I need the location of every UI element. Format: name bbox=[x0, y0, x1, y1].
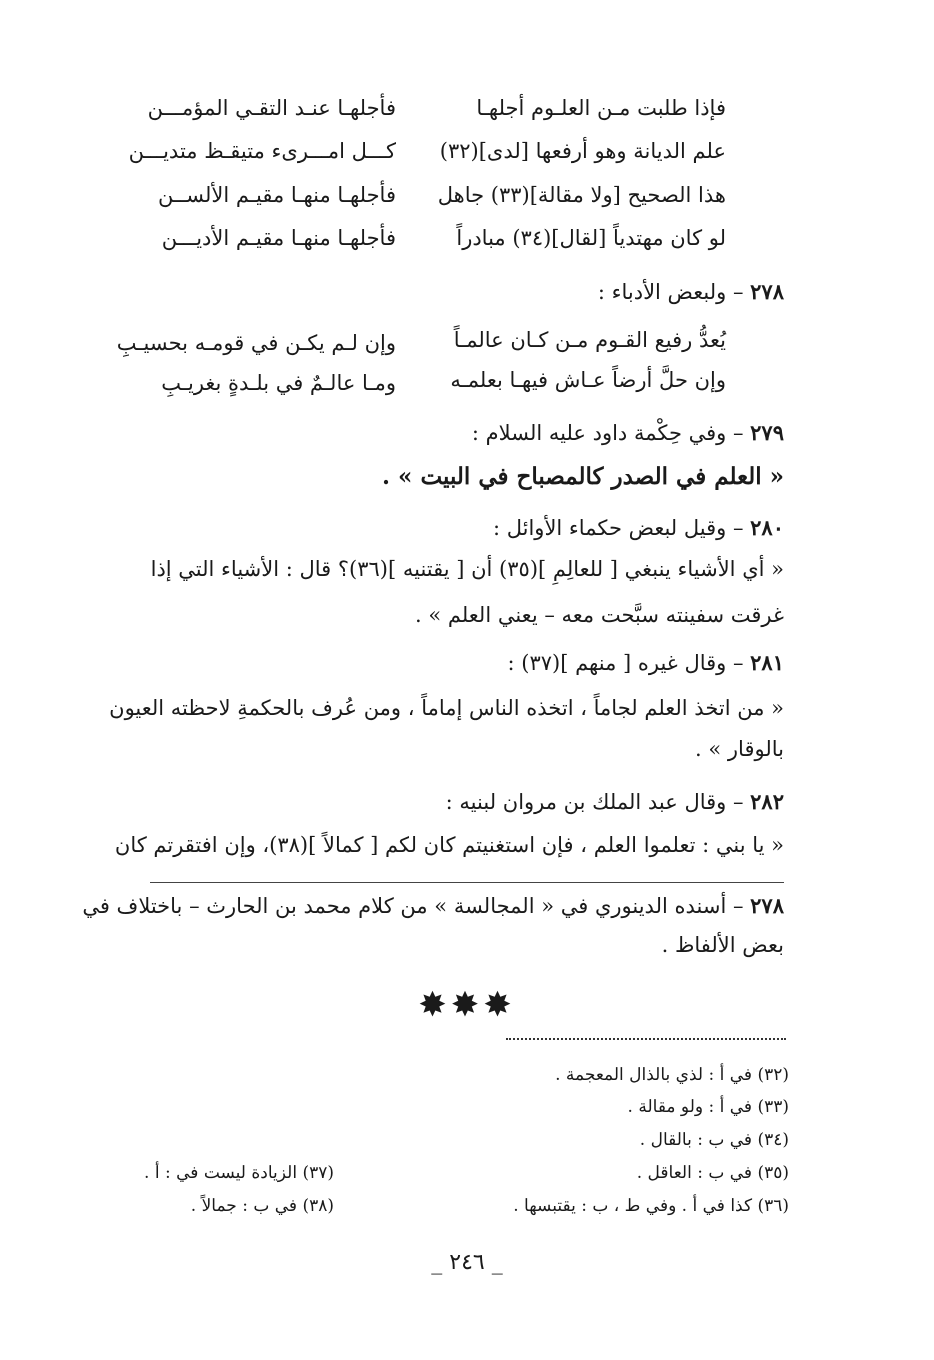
footnote-37: (٣٧) الزيادة ليست في : أ . bbox=[144, 1163, 334, 1183]
verse-5-right: يُعدُّ رفيع القـوم مـن كـان عالمـاً bbox=[453, 328, 726, 352]
footnote-32: (٣٢) في أ : لذي بالذال المعجمة . bbox=[555, 1065, 789, 1085]
verse-4-left: فأجلهـا منهـا مقيـم الأديـــن bbox=[161, 226, 396, 250]
paragraph-280-heading bbox=[493, 515, 784, 540]
note-278-line-1 bbox=[82, 893, 784, 918]
footnote-34: (٣٤) في ب : بالقال . bbox=[639, 1130, 789, 1150]
paragraph-number: ٢٧٩ bbox=[750, 420, 784, 445]
verse-2-right: علم الديانة وهو أرفعها [لدى](٣٢) bbox=[439, 139, 726, 163]
quote-282-line-1: « يا بني : تعلموا العلم ، فإن استغنيتم كان لكم [ كمالاً ](٣٨)، وإن افتقرتم كان bbox=[114, 833, 784, 857]
paragraph-text: – وقال عبد الملك بن مروان لبنيه : bbox=[445, 790, 744, 814]
paragraph-282-heading bbox=[446, 789, 784, 814]
paragraph-text: – وقيل لبعض حكماء الأوائل : bbox=[492, 516, 744, 540]
verse-1-right: فإذا طلبت مـن العلـوم أجلهـا bbox=[476, 96, 726, 120]
paragraph-text: – ولبعض الأدباء : bbox=[597, 280, 744, 304]
footnote-38: (٣٨) في ب : جمالاً . bbox=[190, 1196, 334, 1216]
footnote-33: (٣٣) في أ : ولو مقالة . bbox=[627, 1097, 789, 1117]
paragraph-281-heading bbox=[508, 650, 785, 675]
quote-281-line-2: بالوقار » . bbox=[695, 737, 784, 761]
verse-5-left: وإن لـم يكـن في قومـه بحسيـبِ bbox=[116, 331, 396, 355]
page-number: _ ٢٤٦ _ bbox=[431, 1250, 503, 1275]
divider bbox=[150, 882, 784, 883]
verse-2-left: كـــل امـــرىء متيقـظ متديـــن bbox=[128, 139, 396, 163]
paragraph-text: – وفي حِكْمة داود عليه السلام : bbox=[471, 421, 744, 445]
paragraph-279-heading bbox=[472, 420, 784, 445]
quote-280-line-1: « أي الأشياء ينبغي [ للعالِمِ ](٣٥) أن [ يقتنيه ](٣٦)؟ قال : الأشياء التي إذا bbox=[150, 557, 784, 581]
section-ornament: ✸✸✸ bbox=[418, 985, 516, 1025]
paragraph-number: ٢٧٨ bbox=[750, 279, 784, 304]
paragraph-text: – وقال غيره [ منهم ](٣٧) : bbox=[507, 651, 744, 675]
paragraph-number: ٢٨٢ bbox=[750, 789, 784, 814]
footnote-separator bbox=[506, 1038, 786, 1040]
paragraph-number: ٢٨٠ bbox=[750, 515, 784, 540]
note-number: ٢٧٨ bbox=[750, 893, 784, 918]
note-278-line-2: بعض الألفاظ . bbox=[661, 933, 784, 957]
verse-4-right: لو كان مهتدياً [لقال](٣٤) مبادراً bbox=[456, 226, 726, 250]
paragraph-278-heading bbox=[598, 279, 784, 304]
verse-3-left: فأجلهـا منهـا مقيـم الألســن bbox=[157, 183, 396, 207]
quote-280-line-2: غرقت سفينته سبَّحت معه – يعني العلم » . bbox=[415, 603, 784, 627]
verse-6-left: ومـا عالـمٌ في بلـدةٍ بغريـبِ bbox=[161, 371, 396, 395]
quote-279: « العلم في الصدر كالمصباح في البيت » . bbox=[382, 463, 784, 490]
quote-281-line-1: « من اتخذ العلم لجاماً ، اتخذه الناس إماماً ، ومن عُرف بالحكمةِ لاحظته العيون bbox=[109, 696, 784, 720]
verse-1-left: فأجلهـا عنـد التقـي المؤمـــن bbox=[147, 96, 396, 120]
footnote-36: (٣٦) كذا في أ . وفي ط ، ب : يقتبسها . bbox=[513, 1196, 789, 1216]
note-text: – أسنده الدينوري في « المجالسة » من كلام محمد بن الحارث – باختلاف في bbox=[82, 894, 744, 918]
verse-6-right: وإن حلَّ أرضاً عـاش فيهـا بعلمـه bbox=[450, 368, 726, 392]
paragraph-number: ٢٨١ bbox=[750, 650, 784, 675]
verse-3-right: هذا الصحيح [ولا مقالة](٣٣) جاهل bbox=[437, 183, 726, 207]
footnote-35: (٣٥) في ب : العاقل . bbox=[636, 1163, 789, 1183]
